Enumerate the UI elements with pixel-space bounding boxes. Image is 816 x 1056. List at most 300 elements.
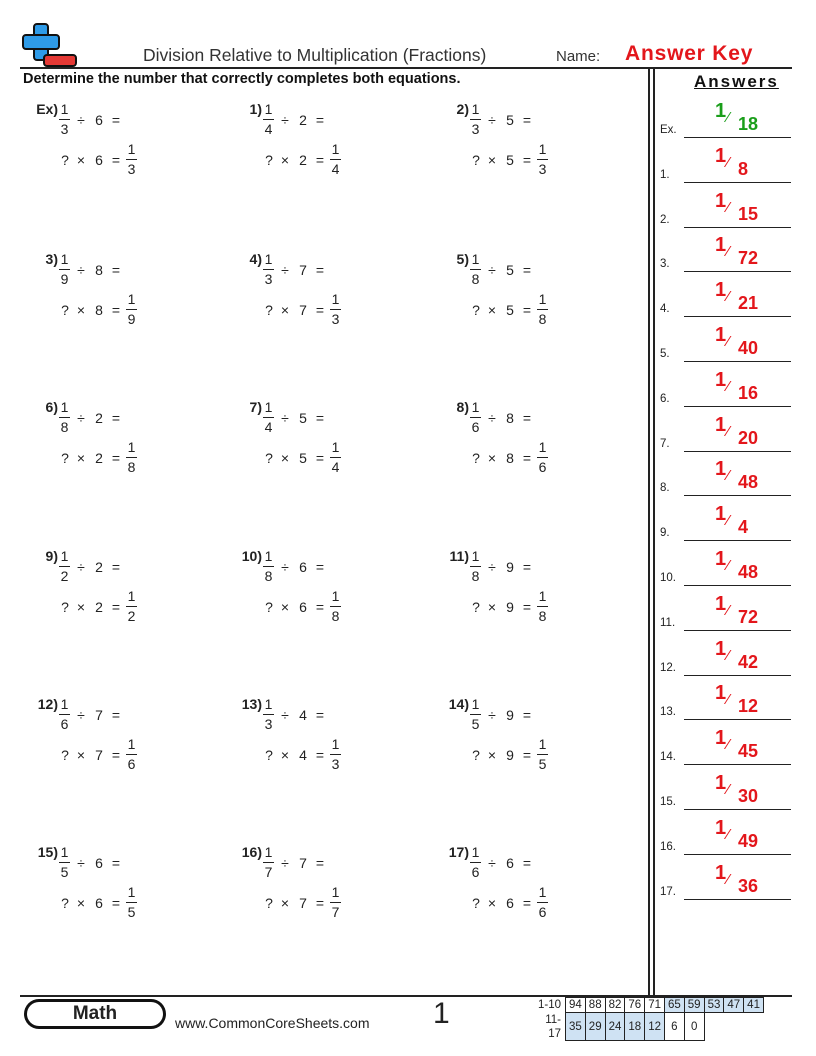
- fraction-bar: [470, 269, 481, 270]
- divisor: 5: [506, 261, 514, 278]
- equals-sign: =: [111, 706, 121, 723]
- fraction: [263, 399, 274, 436]
- times-sign: ×: [76, 449, 86, 466]
- answer-row: [660, 862, 792, 900]
- problem: [22, 396, 217, 506]
- answer-numerator: 1: [715, 413, 727, 436]
- answer-label: 11.: [660, 616, 676, 629]
- divisor: 7: [299, 261, 307, 278]
- equals-sign: =: [111, 409, 121, 426]
- subject-badge: [24, 999, 166, 1029]
- numerator: 1: [538, 141, 547, 157]
- equals-sign: =: [315, 558, 325, 575]
- answer-row: [660, 817, 792, 855]
- page-title: Division Relative to Multiplication (Fractions): [143, 45, 487, 65]
- answer-row: [660, 772, 792, 810]
- fraction: [330, 736, 341, 773]
- fraction: [126, 588, 137, 625]
- answer-line: [684, 854, 791, 855]
- problem: [22, 693, 217, 803]
- divide-sign: ÷: [281, 409, 289, 426]
- numerator: 1: [331, 588, 340, 604]
- times-sign: ×: [487, 894, 497, 911]
- divide-sign: ÷: [77, 558, 85, 575]
- denominator: 3: [331, 756, 340, 772]
- answer-slash: ⁄: [727, 825, 730, 843]
- times-sign: ×: [280, 301, 290, 318]
- fraction: [537, 141, 548, 178]
- fraction: [59, 101, 70, 138]
- numerator: 1: [264, 696, 273, 712]
- divide-sign: ÷: [488, 261, 496, 278]
- answer-label: 13.: [660, 706, 676, 719]
- fraction-bar: [470, 119, 481, 120]
- equals-sign: =: [522, 558, 532, 575]
- answer-numerator: 1: [715, 592, 727, 615]
- problem-number: 7): [249, 399, 262, 415]
- denominator: 9: [60, 271, 69, 287]
- fraction: [330, 439, 341, 476]
- equals-sign: =: [522, 301, 532, 318]
- problem-number: 11): [449, 548, 469, 564]
- answer-denominator: 72: [738, 606, 759, 627]
- denominator: 8: [331, 608, 340, 624]
- answer-slash: ⁄: [727, 422, 730, 440]
- problem-number: 5): [456, 251, 469, 267]
- fraction-bar: [263, 417, 274, 418]
- answer-label: Ex.: [660, 124, 677, 136]
- denominator: 4: [331, 459, 340, 475]
- equals-sign: =: [522, 409, 532, 426]
- answer-row: [660, 190, 792, 228]
- fraction: [470, 548, 481, 585]
- answer-line: [684, 764, 791, 765]
- equals-sign: =: [111, 301, 121, 318]
- score-cell: 53: [704, 998, 724, 1013]
- numerator: 1: [471, 399, 480, 415]
- numerator: 1: [538, 291, 547, 307]
- equals-sign: =: [522, 449, 532, 466]
- score-cell: 76: [625, 998, 645, 1013]
- answer-row: [660, 548, 792, 586]
- answer-line: [684, 316, 791, 317]
- unknown-mark: ?: [472, 746, 480, 763]
- times-sign: ×: [487, 151, 497, 168]
- denominator: 8: [471, 568, 480, 584]
- answer-label: 17.: [660, 885, 676, 898]
- answer-denominator: 4: [738, 517, 749, 538]
- answer-row: [660, 100, 792, 138]
- problem: [226, 98, 421, 208]
- fraction: [263, 548, 274, 585]
- answer-row: [660, 682, 792, 720]
- answer-numerator: 1: [715, 100, 727, 122]
- problem: [226, 841, 421, 951]
- fraction-bar: [537, 309, 548, 310]
- instructions: Determine the number that correctly completes both equations.: [23, 71, 461, 87]
- answer-row: [660, 145, 792, 183]
- numerator: 1: [60, 548, 69, 564]
- numerator: 1: [538, 736, 547, 752]
- multiplication-equation: [471, 588, 548, 625]
- times-sign: ×: [76, 151, 86, 168]
- fraction: [470, 844, 481, 881]
- times-sign: ×: [76, 894, 86, 911]
- equals-sign: =: [522, 854, 532, 871]
- times-sign: ×: [487, 746, 497, 763]
- answer-denominator: 21: [738, 293, 759, 314]
- times-sign: ×: [280, 894, 290, 911]
- fraction-bar: [263, 714, 274, 715]
- denominator: 3: [471, 121, 480, 137]
- numerator: 1: [264, 399, 273, 415]
- answer-label: 2.: [660, 213, 670, 226]
- header-divider: [20, 67, 792, 69]
- numerator: 1: [471, 251, 480, 267]
- answer-numerator: 1: [715, 189, 727, 212]
- denominator: 6: [471, 864, 480, 880]
- answer-denominator: 42: [738, 651, 759, 672]
- fraction-bar: [330, 159, 341, 160]
- division-equation: [59, 101, 126, 138]
- division-equation: [470, 399, 537, 436]
- answer-label: 12.: [660, 661, 676, 674]
- numerator: 1: [331, 884, 340, 900]
- answer-denominator: 49: [738, 830, 759, 851]
- answer-line: [684, 675, 791, 676]
- denominator: 5: [538, 756, 547, 772]
- equals-sign: =: [111, 746, 121, 763]
- multiplication-equation: [60, 439, 137, 476]
- divide-sign: ÷: [281, 261, 289, 278]
- answer-slash: ⁄: [727, 153, 730, 171]
- fraction-bar: [126, 309, 137, 310]
- multiplication-equation: [60, 588, 137, 625]
- multiplier: 2: [95, 449, 103, 466]
- denominator: 2: [60, 568, 69, 584]
- multiplier: 2: [95, 598, 103, 615]
- score-cell: 94: [566, 998, 586, 1013]
- fraction-bar: [470, 417, 481, 418]
- fraction: [263, 101, 274, 138]
- answer-label: 3.: [660, 258, 670, 271]
- answer-line: [684, 495, 791, 496]
- score-cell: 35: [566, 1013, 586, 1041]
- answer-slash: ⁄: [727, 736, 730, 754]
- multiplier: 9: [506, 746, 514, 763]
- fraction: [330, 588, 341, 625]
- problem-number: 10): [241, 548, 262, 564]
- divisor: 6: [299, 558, 307, 575]
- answer-slash: ⁄: [727, 557, 730, 574]
- multiplication-equation: [471, 141, 548, 178]
- fraction: [537, 884, 548, 921]
- answer-numerator: 1: [715, 458, 727, 481]
- numerator: 1: [127, 439, 136, 455]
- multiplier: 6: [95, 151, 103, 168]
- divisor: 8: [506, 409, 514, 426]
- divide-sign: ÷: [488, 854, 496, 871]
- multiplier: 8: [506, 449, 514, 466]
- plus-minus-logo-icon: [20, 22, 78, 68]
- numerator: 1: [127, 736, 136, 752]
- problem: [22, 98, 217, 208]
- multiplication-equation: [60, 884, 137, 921]
- problem-number: 13): [241, 696, 262, 712]
- fraction-bar: [59, 566, 70, 567]
- division-equation: [470, 101, 537, 138]
- fraction: [59, 696, 70, 733]
- answer-line: [684, 182, 791, 183]
- numerator: 1: [471, 548, 480, 564]
- multiplier: 5: [506, 301, 514, 318]
- denominator: 8: [538, 311, 547, 327]
- equals-sign: =: [111, 598, 121, 615]
- answer-line: [684, 630, 791, 631]
- problem: [22, 545, 217, 655]
- answer-slash: ⁄: [727, 512, 730, 530]
- problem-number: 6): [45, 399, 58, 415]
- denominator: 8: [471, 271, 480, 287]
- unknown-mark: ?: [61, 598, 69, 615]
- denominator: 5: [127, 904, 136, 920]
- divisor: 7: [95, 706, 103, 723]
- times-sign: ×: [76, 746, 86, 763]
- multiplier: 7: [299, 301, 307, 318]
- unknown-mark: ?: [265, 894, 273, 911]
- times-sign: ×: [280, 746, 290, 763]
- multiplier: 7: [95, 746, 103, 763]
- fraction: [330, 141, 341, 178]
- division-equation: [470, 696, 537, 733]
- multiplier: 6: [506, 894, 514, 911]
- website-link[interactable]: www.CommonCoreSheets.com: [175, 1015, 370, 1031]
- division-equation: [470, 251, 537, 288]
- answer-label: 1.: [660, 168, 670, 181]
- multiplier: 6: [299, 598, 307, 615]
- equals-sign: =: [111, 558, 121, 575]
- equals-sign: =: [315, 706, 325, 723]
- equals-sign: =: [522, 598, 532, 615]
- denominator: 3: [127, 161, 136, 177]
- multiplication-equation: [264, 884, 341, 921]
- answer-label: 4.: [660, 303, 670, 316]
- divisor: 2: [95, 409, 103, 426]
- problem: [433, 545, 628, 655]
- equals-sign: =: [315, 409, 325, 426]
- score-cell: 12: [645, 1013, 665, 1041]
- unknown-mark: ?: [61, 151, 69, 168]
- score-cell: 47: [724, 998, 744, 1013]
- answer-label: 8.: [660, 482, 670, 495]
- problem-number: 8): [456, 399, 469, 415]
- fraction-bar: [126, 902, 137, 903]
- answers-title: Answers: [694, 72, 779, 91]
- fraction-bar: [126, 606, 137, 607]
- answer-numerator: 1: [715, 324, 727, 346]
- answer-line: [684, 361, 791, 362]
- problem: [226, 396, 421, 506]
- fraction-bar: [263, 566, 274, 567]
- score-cell: 24: [605, 1013, 625, 1041]
- divide-sign: ÷: [281, 706, 289, 723]
- numerator: 1: [264, 844, 273, 860]
- denominator: 3: [264, 271, 273, 287]
- problem-number: Ex): [36, 101, 58, 117]
- numerator: 1: [60, 844, 69, 860]
- equals-sign: =: [111, 449, 121, 466]
- answer-denominator: 48: [738, 562, 759, 582]
- answer-denominator: 16: [738, 382, 759, 403]
- answer-slash: ⁄: [727, 691, 730, 709]
- answer-key-label: Answer Key: [625, 42, 754, 65]
- divisor: 6: [95, 111, 103, 128]
- problem: [226, 545, 421, 655]
- division-equation: [470, 844, 537, 881]
- divisor: 7: [299, 854, 307, 871]
- numerator: 1: [60, 101, 69, 117]
- equals-sign: =: [522, 746, 532, 763]
- division-equation: [263, 696, 330, 733]
- divide-sign: ÷: [77, 409, 85, 426]
- fraction: [537, 439, 548, 476]
- answer-slash: ⁄: [727, 333, 730, 350]
- fraction-bar: [126, 754, 137, 755]
- multiplication-equation: [471, 736, 548, 773]
- answer-slash: ⁄: [727, 467, 730, 485]
- answer-row: [660, 234, 792, 272]
- answer-label: 15.: [660, 796, 676, 808]
- fraction-bar: [537, 606, 548, 607]
- fraction-bar: [330, 309, 341, 310]
- answer-label: 5.: [660, 348, 670, 360]
- answer-denominator: 20: [738, 427, 759, 448]
- answer-slash: ⁄: [727, 198, 730, 216]
- divide-sign: ÷: [77, 261, 85, 278]
- numerator: 1: [538, 884, 547, 900]
- problem-number: 16): [241, 844, 262, 860]
- division-equation: [470, 548, 537, 585]
- denominator: 5: [471, 716, 480, 732]
- fraction-bar: [59, 269, 70, 270]
- divide-sign: ÷: [488, 558, 496, 575]
- denominator: 8: [264, 568, 273, 584]
- denominator: 6: [538, 904, 547, 920]
- times-sign: ×: [487, 301, 497, 318]
- fraction-bar: [537, 457, 548, 458]
- problem-number: 1): [249, 101, 262, 117]
- denominator: 3: [264, 716, 273, 732]
- equals-sign: =: [111, 894, 121, 911]
- multiplication-equation: [264, 291, 341, 328]
- answer-line: [684, 137, 791, 138]
- problem: [226, 693, 421, 803]
- problem: [433, 841, 628, 951]
- numerator: 1: [60, 696, 69, 712]
- answer-denominator: 45: [738, 741, 759, 762]
- denominator: 8: [60, 419, 69, 435]
- problem-number: 14): [448, 696, 469, 712]
- answer-numerator: 1: [715, 279, 727, 302]
- numerator: 1: [331, 291, 340, 307]
- equals-sign: =: [315, 598, 325, 615]
- answer-label: 14.: [660, 751, 676, 764]
- numerator: 1: [264, 251, 273, 267]
- score-cell: 18: [625, 1013, 645, 1041]
- problem: [22, 248, 217, 358]
- numerator: 1: [127, 588, 136, 604]
- fraction: [470, 251, 481, 288]
- answer-line: [684, 540, 791, 541]
- unknown-mark: ?: [472, 151, 480, 168]
- denominator: 2: [127, 608, 136, 624]
- answer-row: [660, 414, 792, 452]
- equals-sign: =: [111, 151, 121, 168]
- answer-numerator: 1: [715, 234, 727, 257]
- divisor: 6: [95, 854, 103, 871]
- multiplier: 7: [299, 894, 307, 911]
- fraction-bar: [330, 754, 341, 755]
- answer-line: [684, 809, 791, 810]
- denominator: 4: [331, 161, 340, 177]
- division-equation: [59, 696, 126, 733]
- problem-number: 9): [45, 548, 58, 564]
- problem: [22, 841, 217, 951]
- answer-slash: ⁄: [727, 601, 730, 619]
- denominator: 6: [60, 716, 69, 732]
- problem: [433, 98, 628, 208]
- equals-sign: =: [522, 151, 532, 168]
- answer-denominator: 30: [738, 786, 759, 806]
- answer-row: [660, 593, 792, 631]
- score-cell: 71: [645, 998, 665, 1013]
- fraction: [126, 291, 137, 328]
- numerator: 1: [127, 291, 136, 307]
- answer-numerator: 1: [715, 503, 727, 526]
- divide-sign: ÷: [281, 558, 289, 575]
- score-cell: 0: [684, 1013, 704, 1041]
- answer-line: [684, 227, 791, 228]
- multiplier: 8: [95, 301, 103, 318]
- equals-sign: =: [111, 111, 121, 128]
- divide-sign: ÷: [77, 854, 85, 871]
- denominator: 3: [60, 121, 69, 137]
- answer-line: [684, 719, 791, 720]
- equals-sign: =: [522, 706, 532, 723]
- answer-row: [660, 369, 792, 407]
- fraction: [126, 439, 137, 476]
- problem-number: 3): [45, 251, 58, 267]
- denominator: 8: [127, 459, 136, 475]
- answer-line: [684, 899, 791, 900]
- answer-denominator: 72: [738, 248, 759, 269]
- denominator: 9: [127, 311, 136, 327]
- multiplication-equation: [264, 588, 341, 625]
- answer-column-divider: [653, 68, 655, 996]
- unknown-mark: ?: [265, 151, 273, 168]
- fraction-bar: [537, 754, 548, 755]
- divide-sign: ÷: [488, 111, 496, 128]
- denominator: 8: [538, 608, 547, 624]
- numerator: 1: [538, 439, 547, 455]
- answer-denominator: 48: [738, 472, 759, 493]
- division-equation: [59, 399, 126, 436]
- divide-sign: ÷: [77, 111, 85, 128]
- multiplier: 4: [299, 746, 307, 763]
- division-equation: [263, 251, 330, 288]
- division-equation: [59, 251, 126, 288]
- multiplication-equation: [264, 439, 341, 476]
